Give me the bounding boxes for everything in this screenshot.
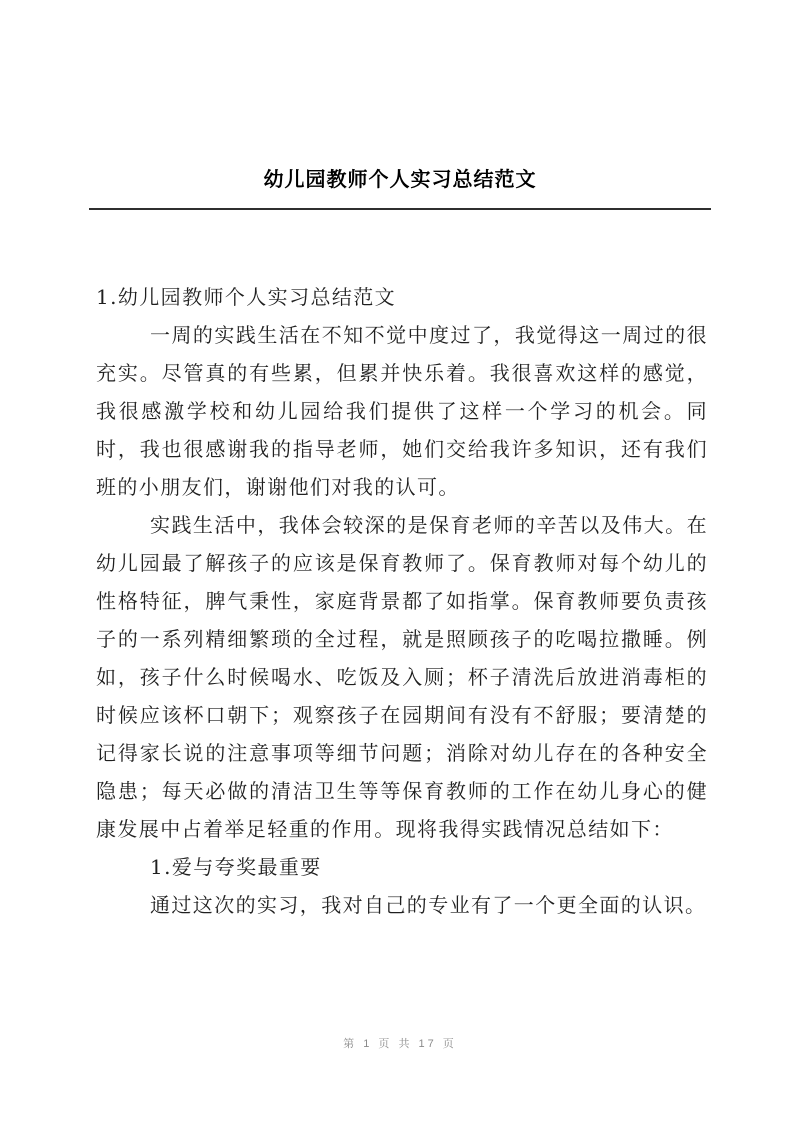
- paragraph: 实践生活中，我体会较深的是保育老师的辛苦以及伟大。在幼儿园最了解孩子的应该是保育教师了。保育教师对每个幼儿的性格特征，脾气秉性，家庭背景都了如指掌。保育教师要负责孩子的一系列精细繁琐的全过程，就是照顾孩子的吃喝拉撒睡。例如，孩子什么时候喝水、吃饭及入厕；杯子清洗后放进消毒柜的时候应该杯口朝下；观察孩子在园期间有没有不舒服；要清楚的记得家长说的注意事项等细节问题；消除对幼儿存在的各种安全隐患；每天必做的清洁卫生等等保育教师的工作在幼儿身心的健康发展中占着举足轻重的作用。现将我得实践情况总结如下：: [96, 513, 708, 841]
- paragraph: 一周的实践生活在不知不觉中度过了，我觉得这一周过的很充实。尽管真的有些累，但累并快乐着。我很喜欢这样的感觉，我很感激学校和幼儿园给我们提供了这样一个学习的机会。同时，我也很感谢我的指导老师，她们交给我许多知识，还有我们班的小朋友们，谢谢他们对我的认可。: [96, 323, 708, 499]
- page-title: 幼儿园教师个人实习总结范文: [263, 169, 537, 191]
- paragraph-subheading: 1.爱与夸奖最重要: [150, 855, 322, 879]
- paragraph-heading: 1.幼儿园教师个人实习总结范文: [96, 285, 397, 309]
- paragraph: 通过这次的实习，我对自己的专业有了一个更全面的认识。: [150, 893, 707, 917]
- document-body: [0, 278, 800, 924]
- page-number-footer: 第 1 页 共 17 页: [343, 1038, 457, 1050]
- title-divider: [89, 208, 711, 210]
